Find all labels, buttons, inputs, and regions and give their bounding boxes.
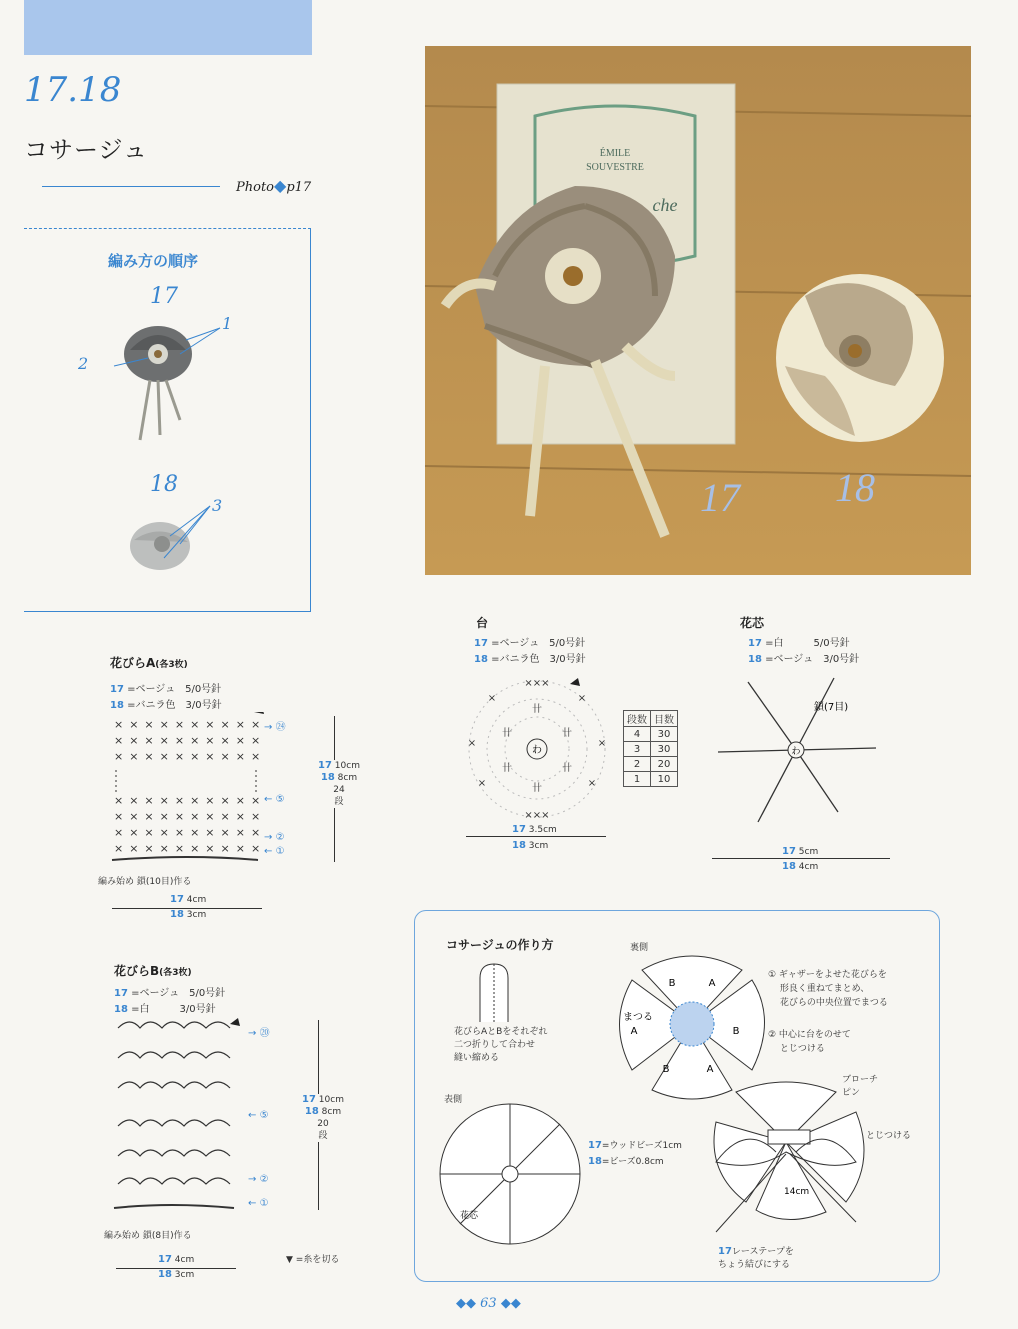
label-b2: B xyxy=(732,1026,740,1037)
order-callout-3: 3 xyxy=(212,496,223,515)
petal-b-chart xyxy=(110,1018,250,1218)
svg-text:××××××××××: ×××××××××× xyxy=(114,810,267,823)
small-flower-17 xyxy=(124,326,192,440)
svg-text:卄: 卄 xyxy=(562,763,572,774)
petal-a-height: 17 10cm 18 8cm 24 段 xyxy=(318,760,360,807)
svg-text:×: × xyxy=(587,778,597,789)
petal-b-start: 編み始め 鎖(8目)作る xyxy=(104,1231,192,1241)
howto-title: コサージュの作り方 xyxy=(446,938,554,952)
petal-b-w17: 17 4cm xyxy=(158,1254,195,1265)
svg-text:×××: ××× xyxy=(524,678,550,689)
label-a3: A xyxy=(630,1026,638,1037)
svg-text:××××××××××: ×××××××××× xyxy=(114,842,267,855)
svg-text:卄: 卄 xyxy=(562,728,572,739)
label-b3: B xyxy=(662,1064,670,1075)
svg-text:×: × xyxy=(597,738,607,749)
petal-b-title: 花びらB(各3枚) xyxy=(114,964,192,978)
svg-text:×××: ××× xyxy=(524,810,550,821)
petal-b-yarn: 17 =ベージュ 5/0号針 18 =白 3/0号針 xyxy=(114,988,226,1015)
tape-label: 17レーステープを ちょう結びにする xyxy=(718,1246,794,1270)
petal-b-height: 17 10cm 18 8cm 20 段 xyxy=(302,1094,344,1141)
petal-a-row-top: → ㉔ xyxy=(264,722,286,733)
header-color-bar xyxy=(24,0,312,55)
base-title: 台 xyxy=(476,616,489,630)
fold-step: 花びらAとBをそれぞれ 二つ折りして合わせ 縫い縮める xyxy=(454,1027,548,1063)
photo-reference: Photo◆p17 xyxy=(236,176,312,195)
order-illustrations xyxy=(100,310,240,570)
matsuru-label: まつる xyxy=(623,1012,653,1023)
core-chart xyxy=(708,672,888,832)
label-a2: A xyxy=(706,1064,714,1075)
svg-text:卄: 卄 xyxy=(502,728,512,739)
svg-text:××××××××××: ×××××××××× xyxy=(114,794,267,807)
petal-a-w17: 17 4cm xyxy=(170,894,207,905)
svg-text:××××××××××: ×××××××××× xyxy=(114,826,267,839)
petal-a-start: 編み始め 鎖(10目)作る xyxy=(98,877,192,887)
core-w17: 17 5cm xyxy=(782,846,819,857)
svg-text:×: × xyxy=(487,693,497,704)
svg-text:×: × xyxy=(477,778,487,789)
core-width-line xyxy=(712,858,890,859)
flower-18-photo xyxy=(776,274,944,442)
photo-label-18: 18 xyxy=(835,465,875,510)
step1: ① ギャザーをよせた花びらを 形良く重ねてまとめ、 花びらの中央位置でまつる xyxy=(768,970,888,1008)
pattern-number: 17.18 xyxy=(24,70,122,110)
cut-legend: ▼ =糸を切る xyxy=(286,1255,340,1265)
petal-b-row1: ← ① xyxy=(248,1198,269,1209)
petal-a-row5: ← ⑤ xyxy=(264,794,285,805)
order-callout-1: 1 xyxy=(222,314,233,333)
svg-text:卄: 卄 xyxy=(502,763,512,774)
petal-a-row1: ← ① xyxy=(264,846,285,857)
base-center: わ xyxy=(532,745,542,756)
petal-a-row2: → ② xyxy=(264,832,285,843)
book-text-2: SOUVESTRE xyxy=(586,162,644,173)
tojitsukeru-label: とじつける xyxy=(866,1131,912,1141)
front-label: 表側 xyxy=(444,1095,463,1105)
base-w17: 17 3.5cm xyxy=(512,824,557,835)
book-text-3: che xyxy=(652,195,678,215)
svg-text:×: × xyxy=(467,738,477,749)
order-title: 編み方の順序 xyxy=(108,252,199,270)
front-side-illustration xyxy=(432,1100,592,1250)
step2: ② 中心に台をのせて とじつける xyxy=(768,1030,851,1054)
page-title: コサージュ xyxy=(24,136,149,164)
svg-text:卄: 卄 xyxy=(532,783,542,794)
petal-a-title: 花びらA(各3枚) xyxy=(110,656,188,670)
base-width-line xyxy=(466,836,606,837)
core-chain-label: 鎖(7目) xyxy=(814,702,849,713)
core-title: 花芯 xyxy=(740,616,765,630)
core-label: 花芯 xyxy=(460,1211,479,1221)
label-a1: A xyxy=(708,978,716,989)
length-label: 14cm xyxy=(784,1187,810,1197)
photo-label-17: 17 xyxy=(700,475,740,520)
page-number: ◆◆ 63 ◆◆ xyxy=(456,1296,521,1311)
title-underline xyxy=(42,186,220,187)
petal-b-row5: ← ⑤ xyxy=(248,1110,269,1121)
order-label-17: 17 xyxy=(150,284,178,309)
svg-text:××××××××××: ×××××××××× xyxy=(114,734,267,747)
base-stitch-table: 段数 目数 4 30 3 30 2 20 1 10 xyxy=(623,710,678,787)
core-w18: 18 4cm xyxy=(782,861,819,872)
order-callout-2: 2 xyxy=(78,354,89,373)
fold-illustration xyxy=(476,962,516,1026)
petal-a-yarn: 17 =ベージュ 5/0号針 18 =バニラ色 3/0号針 xyxy=(110,684,222,711)
brooch-label: ブローチ ピン xyxy=(842,1075,879,1098)
base-yarn: 17 =ベージュ 5/0号針 18 =バニラ色 3/0号針 xyxy=(474,638,586,665)
corsage-photo xyxy=(425,46,971,575)
order-label-18: 18 xyxy=(150,472,178,497)
svg-text:×: × xyxy=(577,693,587,704)
svg-text:××××××××××: ×××××××××× xyxy=(114,718,267,731)
petal-b-row-top: → ⑳ xyxy=(248,1028,270,1039)
book-text-1: ÉMILE xyxy=(599,148,631,159)
svg-text:卄: 卄 xyxy=(532,704,542,715)
petal-b-row2: → ② xyxy=(248,1174,269,1185)
petal-b-w18: 18 3cm xyxy=(158,1269,195,1280)
svg-text:××××××××××: ×××××××××× xyxy=(114,750,267,763)
back-label: 裏側 xyxy=(630,943,649,953)
core-center: わ xyxy=(791,747,801,757)
bead-spec: 17=ウッドビーズ1cm 18=ビーズ0.8cm xyxy=(588,1140,682,1167)
base-w18: 18 3cm xyxy=(512,840,549,851)
petal-a-w18: 18 3cm xyxy=(170,909,207,920)
base-chart xyxy=(462,676,612,826)
core-yarn: 17 =白 5/0号針 18 =ベージュ 3/0号針 xyxy=(748,638,860,665)
small-flower-18 xyxy=(130,522,190,570)
label-b1: B xyxy=(668,978,676,989)
